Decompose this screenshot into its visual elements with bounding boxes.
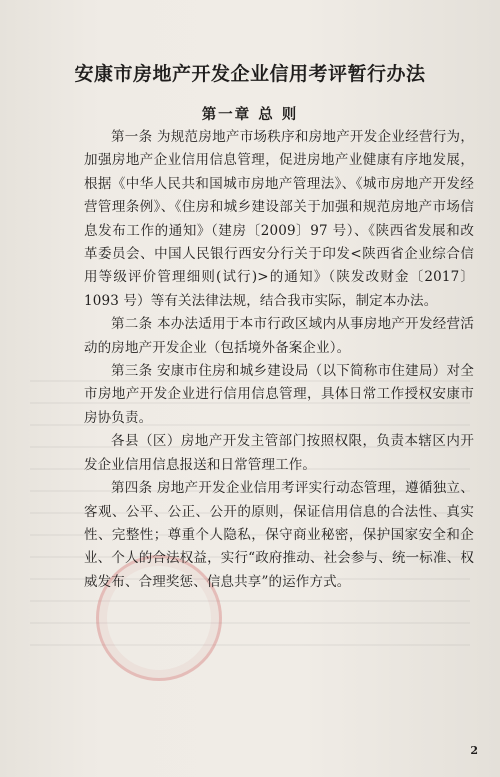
chapter-heading: 第一章 总 则 [201,106,299,123]
article-1: 第一条 为规范房地产市场秩序和房地产开发企业经营行为，加强房地产企业信用信息管理，促进房地产业健康有序地发展，根据《中华人民共和国城市房地产管理法》、《城市房地产开发经营管理条例》、《住房和城乡建设部关于加强和规范房地产市场信息发布工作的通知》（建房〔2009〕97 号）、《陕西省发展和改革委员会、中国人民银行西安分行关于印发<陕西省企业综合信用等级评价管理细则(试行)>的通知》（陕发改财金〔2017〕1093 号）等有关法律法规，结合我市实际，制定本办法。 [84,129,474,309]
page-number: 2 [470,744,478,757]
document-body [84,126,474,594]
document-title: 安康市房地产开发企业信用考评暂行办法 [74,63,426,85]
article-3-clause: 各县（区）房地产开发主管部门按照权限，负责本辖区内开发企业信用信息报送和日常管理工作。 [84,433,474,473]
article-2: 第二条 本办法适用于本市行政区域内从事房地产开发经营活动的房地产开发企业（包括境外备案企业）。 [84,316,474,356]
article-4: 第四条 房地产开发企业信用考评实行动态管理，遵循独立、客观、公平、公正、公开的原则，保证信用信息的合法性、真实性、完整性；尊重个人隐私，保守商业秘密，保护国家安全和企业、个人的合法权益，实行“政府推动、社会参与、统一标准、权威发布、合理奖惩、信息共享”的运作方式。 [84,480,474,590]
article-3: 第三条 安康市住房和城乡建设局（以下简称市住建局）对全市房地产开发企业进行信用信息管理，具体日常工作授权安康市房协负责。 [84,363,474,426]
